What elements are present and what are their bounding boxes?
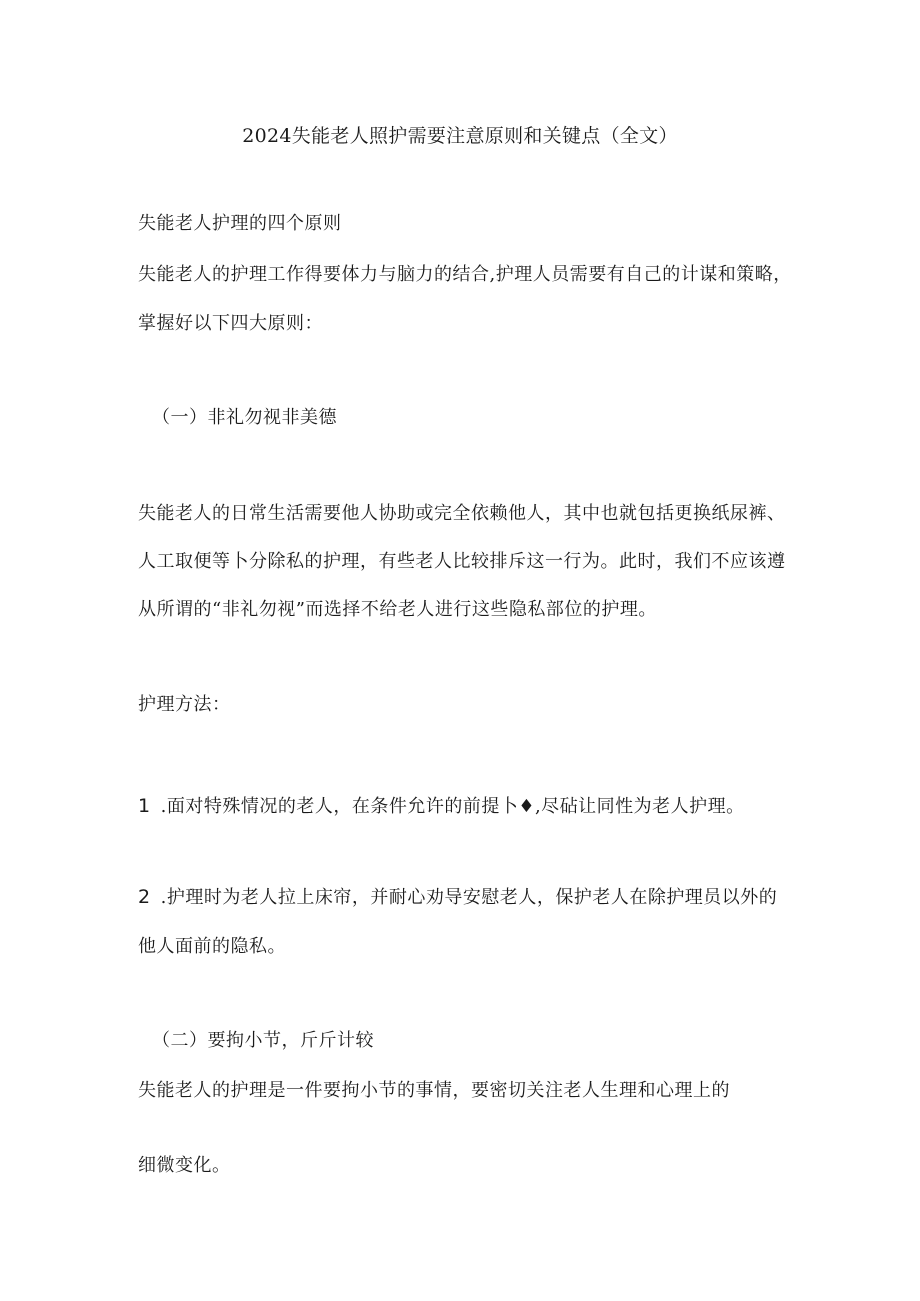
intro-line-2: 掌握好以下四大原则： (138, 313, 323, 334)
principle-1-paragraph-line-2: 人工取便等卜分除私的护理，有些老人比较排斥这一行为。此时，我们不应该遵 (138, 551, 786, 572)
method-item-2-continuation: 他人面前的隐私。 (138, 936, 286, 957)
method-item-1 (138, 793, 790, 820)
method-text: .面对特殊情况的老人，在条件允许的前提卜♦,尽砧让同性为老人护理。 (160, 796, 745, 817)
intro-line-1: 失能老人的护理工作得要体力与脑力的结合,护理人员需要有自己的计谋和策略， (138, 264, 792, 285)
method-item-2 (138, 884, 790, 911)
principle-1-heading: （一）非礼勿视非美德 (152, 407, 337, 428)
principle-1-paragraph-line-1: 失能老人的日常生活需要他人协助或完全依赖他人，其中也就包括更换纸尿裤、 (138, 503, 786, 524)
methods-label: 护理方法： (138, 694, 231, 715)
method-text: .护理时为老人拉上床帘，并耐心劝导安慰老人，保护老人在除护理员以外的 (160, 887, 778, 908)
method-number: 1 (138, 795, 151, 817)
principle-1-paragraph-line-3: 从所谓的“非礼勿视”而选择不给老人进行这些隐私部位的护理。 (138, 599, 657, 620)
section-heading: 失能老人护理的四个原则 (138, 213, 342, 234)
principle-2-paragraph-line-2: 细微变化。 (138, 1155, 231, 1176)
principle-2-paragraph-line-1: 失能老人的护理是一件要拘小节的事情，要密切关注老人生理和心理上的 (138, 1080, 730, 1101)
method-number: 2 (138, 886, 151, 908)
document-title: 2024失能老人照护需要注意原则和关键点（全文） (242, 125, 678, 147)
principle-2-heading: （二）要拘小节，斤斤计较 (152, 1030, 374, 1051)
